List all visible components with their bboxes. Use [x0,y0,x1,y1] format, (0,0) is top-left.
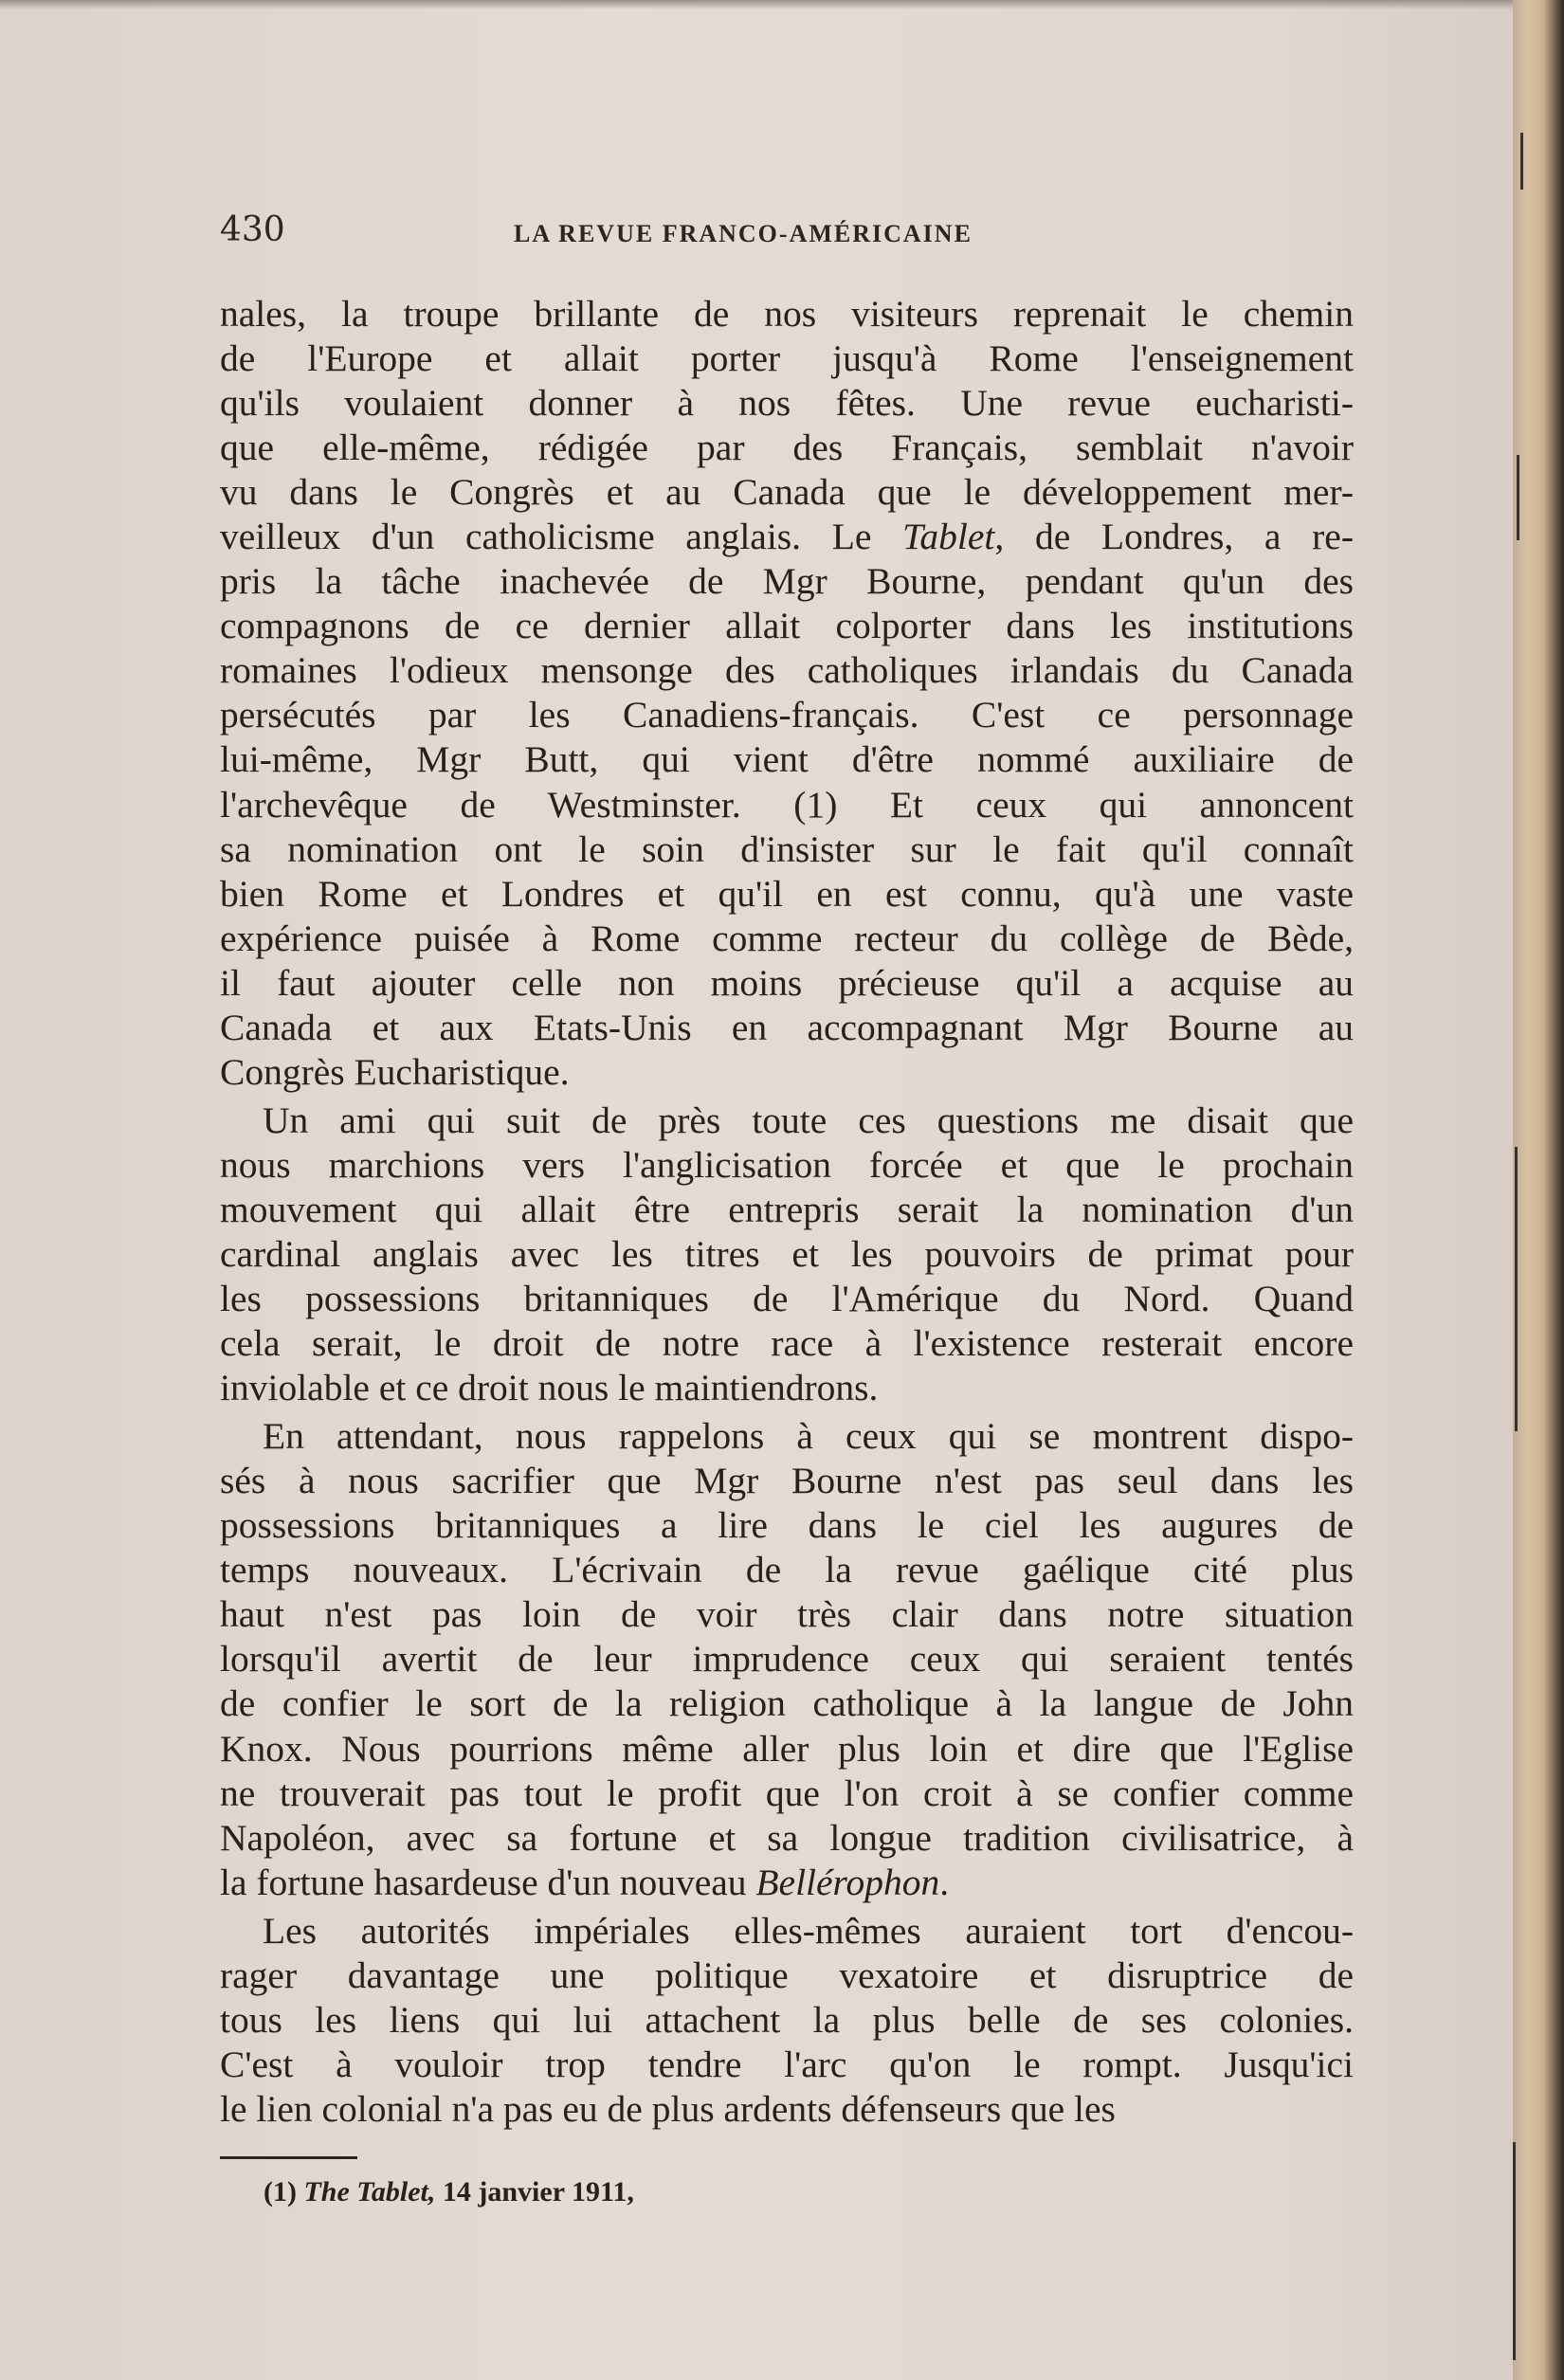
text-line: de confier le sort de la religion catholique à la langue de John [220,1682,1354,1725]
paragraph [220,292,1354,1095]
footnote-title: The Tablet, [303,2176,436,2207]
text-line: l'archevêque de Westminster. (1) Et ceux qui annoncent [220,783,1354,826]
text-line: Un ami qui suit de près toute ces questions me disait que [263,1099,1354,1141]
text-line: expérience puisée à Rome comme recteur du collège de Bède, [220,917,1354,959]
text-line: Knox. Nous pourrions même aller plus loin et dire que l'Eglise [220,1727,1354,1770]
paragraph [220,1909,1354,2132]
text-line: de l'Europe et allait porter jusqu'à Rome l'enseignement [220,337,1354,380]
text-line: Napoléon, avec sa fortune et sa longue tradition civilisatrice, à [220,1816,1354,1859]
text-line: tous les liens qui lui attachent la plus belle de ses colonies. [220,1998,1354,2041]
book-spine [1513,0,1564,2380]
text-line: compagnons de ce dernier allait colporter dans les institutions [220,605,1354,647]
spine-mark [1517,455,1519,540]
paragraph [220,1099,1354,1410]
text-line: nales, la troupe brillante de nos visiteurs reprenait le chemin [220,293,1354,335]
spine-mark [1515,1147,1518,1431]
page-top-shadow [0,0,1513,9]
footnote-rule [220,2156,357,2159]
text-line: cela serait, le droit de notre race à l'existence resterait encore [220,1322,1354,1365]
text-line: lorsqu'il avertit de leur imprudence ceux qui seraient tentés [220,1638,1354,1681]
text-line: cardinal anglais avec les titres et les pouvoirs de primat pour [220,1232,1354,1275]
text-line: le lien colonial n'a pas eu de plus ardents défenseurs que les [220,2087,1116,2130]
text-line: qu'ils voulaient donner à nos fêtes. Une revue eucharisti- [220,382,1354,425]
text-line: nous marchions vers l'anglicisation forcée et que le prochain [220,1143,1354,1186]
text-line: romaines l'odieux mensonge des catholiques irlandais du Canada [220,649,1354,692]
text-line: Canada et aux Etats-Unis en accompagnant Mgr Bourne au [220,1006,1354,1048]
text-line: sa nomination ont le soin d'insister sur le fait qu'il connaît [220,827,1354,870]
text-line: il faut ajouter celle non moins précieuse qu'il a acquise au [220,961,1354,1004]
text-line: persécutés par les Canadiens-français. C'est ce personnage [220,694,1354,736]
text-line: bien Rome et Londres et qu'il en est connu, qu'à une vaste [220,872,1354,915]
text-line: sés à nous sacrifier que Mgr Bourne n'est pas seul dans les [220,1460,1354,1502]
text-line: C'est à vouloir trop tendre l'arc qu'on le rompt. Jusqu'ici [220,2043,1354,2085]
page-number: 430 [220,210,285,249]
text-line: la fortune hasardeuse d'un nouveau Bellérophon. [220,1861,950,1903]
spine-mark [1520,133,1523,190]
text-line: En attendant, nous rappelons à ceux qui se montrent dispo- [263,1415,1354,1458]
text-line: ne trouverait pas tout le profit que l'on croit à se confier comme [220,1771,1354,1814]
text-line: veilleux d'un catholicisme anglais. Le Tablet, de Londres, a re- [220,516,1354,558]
footnote-date: 14 janvier 1911, [442,2176,634,2207]
text-line: vu dans le Congrès et au Canada que le développement mer- [220,471,1354,514]
paragraph [220,1414,1354,1905]
body-text [220,292,1354,2132]
text-line: inviolable et ce droit nous le maintiendrons. [220,1367,879,1409]
footnote [264,2176,634,2208]
text-line: temps nouveaux. L'écrivain de la revue gaélique cité plus [220,1549,1354,1591]
page-header [220,210,1357,256]
running-title: LA REVUE FRANCO-AMÉRICAINE [514,220,973,247]
text-line: pris la tâche inachevée de Mgr Bourne, pendant qu'un des [220,560,1354,603]
text-line: rager davantage une politique vexatoire et disruptrice de [220,1953,1354,1996]
footnote-marker: (1) [264,2176,297,2207]
text-line: que elle-même, rédigée par des Français, semblait n'avoir [220,427,1354,469]
text-line: les possessions britanniques de l'Amérique du Nord. Quand [220,1278,1354,1320]
text-line: Les autorités impériales elles-mêmes auraient tort d'encou- [263,1909,1354,1952]
text-line: lui-même, Mgr Butt, qui vient d'être nommé auxiliaire de [220,738,1354,781]
text-line: mouvement qui allait être entrepris serait la nomination d'un [220,1188,1354,1230]
text-line: possessions britanniques a lire dans le ciel les augures de [220,1504,1354,1547]
text-line: Congrès Eucharistique. [220,1050,570,1093]
text-line: haut n'est pas loin de voir très clair dans notre situation [220,1593,1354,1636]
spine-mark [1513,2142,1516,2360]
